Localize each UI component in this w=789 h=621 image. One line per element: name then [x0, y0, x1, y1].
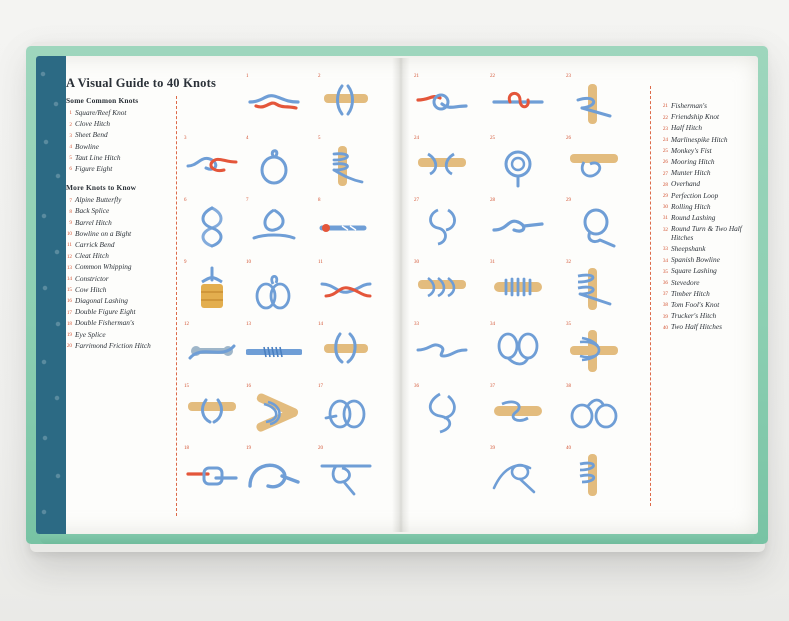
list-item[interactable]: [66, 120, 170, 129]
list-item[interactable]: [66, 143, 170, 152]
knot-cell-number: 38: [566, 384, 571, 389]
list-item[interactable]: [662, 312, 758, 321]
list-item-label: Trucker's Hitch: [671, 311, 717, 321]
knot-cell-number: 9: [184, 260, 187, 265]
list-item[interactable]: [66, 286, 170, 295]
list-item[interactable]: [662, 323, 758, 332]
knot-cell-number: 18: [184, 446, 189, 451]
list-item-number: 4: [69, 144, 72, 150]
list-item-label: Perfection Loop: [671, 190, 719, 200]
list-item[interactable]: [66, 207, 170, 216]
knot-illustration-farrimond-friction-hitch: [318, 452, 374, 498]
list-item[interactable]: [662, 256, 758, 265]
list-item-label: Mooring Hitch: [671, 157, 715, 167]
list-item-number: 6: [69, 166, 72, 173]
decorative-spine-strip: [36, 56, 66, 534]
list-item-label: Stevedore: [671, 277, 700, 287]
list-item-label: Taut Line Hitch: [75, 152, 121, 162]
list-item-number: 38: [662, 302, 668, 309]
right-knot-illustration-grid: [414, 74, 644, 524]
list-item-number: 14: [66, 276, 72, 283]
knot-illustration-rolling-hitch: [414, 266, 470, 312]
list-item[interactable]: [66, 275, 170, 284]
list-item-number: 34: [662, 257, 668, 264]
knot-cell-number: 35: [566, 322, 571, 327]
knot-illustration-munter-hitch: [414, 204, 470, 250]
list-item-number: 20: [66, 343, 72, 350]
knot-cell-number: 16: [246, 384, 251, 389]
list-item[interactable]: [662, 102, 758, 111]
knot-cell-number: 2: [318, 74, 321, 79]
knot-illustration-alpine-butterfly: [246, 204, 302, 250]
list-item-label: Figure Eight: [75, 164, 113, 174]
knot-cell-number: 23: [566, 74, 571, 79]
list-item[interactable]: [66, 154, 170, 163]
knot-cell-number: 22: [490, 74, 495, 79]
list-item-label: Double Figure Eight: [75, 307, 136, 317]
list-item[interactable]: [662, 147, 758, 156]
knot-cell-number: 31: [490, 260, 495, 265]
knot-cell-number: 13: [246, 322, 251, 327]
list-item-label: Tom Fool's Knot: [671, 300, 720, 310]
knot-illustration-cow-hitch: [184, 390, 240, 436]
list-item-number: 5: [69, 155, 72, 162]
knot-cell-number: 29: [566, 198, 571, 203]
list-item-label: Sheet Bend: [75, 130, 108, 140]
knot-illustration-fishermans: [414, 80, 470, 126]
knot-cell-number: 27: [414, 198, 419, 203]
knot-cell-number: 7: [246, 198, 249, 203]
list-item[interactable]: [662, 169, 758, 178]
list-item-number: 25: [662, 148, 668, 155]
list-item[interactable]: [66, 165, 170, 174]
list-item[interactable]: [66, 263, 170, 272]
list-item[interactable]: [662, 124, 758, 133]
list-item-number: 32: [662, 226, 668, 233]
knot-illustration-bowline-on-a-bight: [246, 266, 302, 312]
knot-illustration-square-reef: [246, 80, 302, 126]
list-item-label: Double Fisherman's: [75, 318, 135, 328]
list-item-label: Bowline: [75, 141, 99, 151]
list-item[interactable]: [66, 308, 170, 317]
list-spacer: [66, 176, 170, 183]
list-item-label: Round Turn & Two Half Hitches: [671, 224, 742, 242]
list-item[interactable]: [66, 252, 170, 261]
list-item-number: 7: [69, 197, 72, 204]
page-title: A Visual Guide to 40 Knots: [66, 76, 217, 90]
list-item-label: Alpine Butterfly: [75, 195, 122, 205]
knot-cell-number: 15: [184, 384, 189, 389]
knot-cell-number: 12: [184, 322, 189, 327]
list-item[interactable]: [662, 301, 758, 310]
knot-cell-number: 3: [184, 136, 187, 141]
knot-illustration-eye-splice: [246, 452, 302, 498]
knot-cell-number: 26: [566, 136, 571, 141]
list-item-number: 22: [662, 114, 668, 121]
list-item[interactable]: [66, 131, 170, 140]
list-item-label: Clove Hitch: [75, 119, 111, 129]
knot-illustration-overhand: [490, 204, 546, 250]
knot-illustration-marlinespike-hitch: [414, 142, 470, 188]
knot-cell-number: 14: [318, 322, 323, 327]
knot-cell-number: 36: [414, 384, 419, 389]
list-item-label: Cow Hitch: [75, 284, 107, 294]
list-item[interactable]: [662, 225, 758, 242]
knot-cell-number: 19: [246, 446, 251, 451]
knot-cell-number: 1: [246, 74, 249, 79]
knot-illustration-taut-line-hitch: [318, 142, 374, 188]
list-item-number: 29: [662, 193, 668, 200]
list-item-number: 8: [69, 208, 72, 215]
list-item[interactable]: [66, 196, 170, 205]
left-page: [66, 56, 398, 534]
knot-illustration-carrick-bend: [318, 266, 374, 312]
knot-cell-number: 33: [414, 322, 419, 327]
knot-illustration-sheet-bend: [184, 142, 240, 188]
knot-illustration-spanish-bowline: [490, 328, 546, 374]
knot-illustration-friendship-knot: [490, 80, 546, 126]
list-item[interactable]: [66, 109, 170, 118]
list-item-label: Timber Hitch: [671, 288, 710, 298]
list-item-number: 23: [662, 125, 668, 132]
list-item-number: 19: [66, 332, 72, 339]
knot-illustration-half-hitch: [566, 80, 622, 126]
knot-cell-number: 30: [414, 260, 419, 265]
list-item[interactable]: [66, 297, 170, 306]
knot-cell-number: 10: [246, 260, 251, 265]
list-item-number: 16: [66, 298, 72, 305]
list-item-number: 13: [66, 264, 72, 271]
knot-cell-number: 24: [414, 136, 419, 141]
right-knot-list: [662, 102, 758, 335]
knot-illustration-clove-hitch: [318, 80, 374, 126]
list-item[interactable]: [662, 180, 758, 189]
dashed-divider-right: [650, 86, 651, 506]
list-item-number: 40: [662, 324, 668, 331]
list-item-number: 10: [66, 231, 72, 238]
knot-illustration-square-lashing: [566, 328, 622, 374]
knot-illustration-constrictor: [318, 328, 374, 374]
knot-cell-number: 21: [414, 74, 419, 79]
knot-cell-number: 40: [566, 446, 571, 451]
list-item-number: 39: [662, 313, 668, 320]
list-item-number: 1: [69, 110, 72, 117]
list-item[interactable]: [66, 219, 170, 228]
list-item-number: 27: [662, 170, 668, 177]
knot-illustration-back-splice: [318, 204, 374, 250]
list-item[interactable]: [662, 290, 758, 299]
list-item-label: Common Whipping: [75, 262, 132, 272]
list-item-number: 37: [662, 291, 668, 298]
list-item[interactable]: [662, 192, 758, 201]
list-item-label: Square Lashing: [671, 266, 717, 276]
list-item[interactable]: [66, 230, 170, 239]
knot-illustration-diagonal-lashing: [246, 390, 302, 436]
knot-illustration-monkeys-fist: [490, 142, 546, 188]
list-item-label: Carrick Bend: [75, 240, 115, 250]
knot-cell-number: 39: [490, 446, 495, 451]
knot-illustration-mooring-hitch: [566, 142, 622, 188]
list-item-label: Cleat Hitch: [75, 251, 109, 261]
list-item-label: Friendship Knot: [671, 112, 720, 122]
list-item-label: Round Lashing: [671, 213, 716, 223]
list-item-number: 28: [662, 181, 668, 188]
knot-illustration-bowline: [246, 142, 302, 188]
list-item-label: Half Hitch: [671, 123, 703, 133]
list-item-number: 17: [66, 309, 72, 316]
list-item-number: 35: [662, 268, 668, 275]
list-item-label: Eye Splice: [75, 329, 106, 339]
list-item-label: Back Splice: [75, 206, 110, 216]
knot-illustration-truckers-hitch: [490, 452, 546, 498]
knot-cell-number: 8: [318, 198, 321, 203]
spine-pattern: [36, 56, 66, 534]
list-item-number: 36: [662, 280, 668, 287]
list-item[interactable]: [662, 113, 758, 122]
list-item-label: Barrel Hitch: [75, 217, 112, 227]
list-item-number: 18: [66, 320, 72, 327]
knot-cell-number: 28: [490, 198, 495, 203]
list-item[interactable]: [66, 319, 170, 328]
list-item-label: Marlinespike Hitch: [671, 134, 728, 144]
knot-illustration-two-half-hitches: [566, 452, 622, 498]
knot-cell-number: 25: [490, 136, 495, 141]
list-item-number: 21: [662, 103, 668, 110]
right-page: [404, 56, 758, 534]
knot-illustration-common-whipping: [246, 328, 302, 374]
list-item[interactable]: [662, 279, 758, 288]
list-item-number: 24: [662, 137, 668, 143]
list-item-number: 11: [67, 242, 72, 249]
knot-cell-number: 32: [566, 260, 571, 265]
list-item-label: Rolling Hitch: [671, 201, 711, 211]
list-item[interactable]: [662, 214, 758, 223]
knot-illustration-round-lashing: [490, 266, 546, 312]
left-knot-illustration-grid: [184, 74, 398, 524]
list-item-number: 33: [662, 246, 668, 253]
knot-illustration-round-turn-two-half-hitches: [566, 266, 622, 312]
knot-illustration-stevedore: [414, 390, 470, 436]
knot-illustration-tom-fools-knot: [566, 390, 622, 436]
list-item-label: Monkey's Fist: [671, 145, 712, 155]
list-item-label: Spanish Bowline: [671, 255, 720, 265]
list-item-label: Two Half Hitches: [671, 322, 722, 332]
knot-cell-number: 34: [490, 322, 495, 327]
list-item[interactable]: [662, 158, 758, 167]
list-item-number: 26: [662, 159, 668, 166]
list-item-number: 3: [69, 132, 72, 139]
list-item[interactable]: [66, 342, 170, 351]
list-item[interactable]: [662, 203, 758, 212]
list-item-number: 15: [66, 287, 72, 294]
knot-cell-number: 4: [246, 136, 249, 141]
list-item[interactable]: [662, 245, 758, 254]
list-item-label: Constrictor: [75, 273, 109, 283]
knot-cell-number: 20: [318, 446, 323, 451]
list-item-label: Munter Hitch: [671, 168, 711, 178]
list-item-label: Sheepshank: [671, 244, 706, 254]
list-item-label: Overhand: [671, 179, 701, 189]
knot-illustration-perfection-loop: [566, 204, 622, 250]
knot-illustration-double-figure-eight: [318, 390, 374, 436]
list-item-number: 30: [662, 204, 668, 211]
list-item-number: 9: [69, 220, 72, 227]
list-item[interactable]: [66, 241, 170, 250]
knot-illustration-cleat-hitch: [184, 328, 240, 374]
list-item[interactable]: [662, 136, 758, 145]
knot-cell-number: 11: [318, 260, 323, 265]
list-item-number: 12: [66, 253, 72, 260]
knot-illustration-timber-hitch: [490, 390, 546, 436]
list-item-number: 2: [69, 121, 72, 128]
left-knot-list: [66, 96, 170, 353]
knot-illustration-figure-eight: [184, 204, 240, 250]
dashed-divider-left: [176, 96, 177, 516]
list-item-label: Fisherman's: [671, 101, 708, 110]
section-heading-more: More Knots to Know: [66, 183, 137, 193]
knot-cell-number: 37: [490, 384, 495, 389]
knot-cell-number: 6: [184, 198, 187, 203]
list-item[interactable]: [662, 267, 758, 276]
knot-illustration-barrel-hitch: [184, 266, 240, 312]
list-item-label: Bowline on a Bight: [75, 228, 132, 238]
list-item[interactable]: [66, 331, 170, 340]
list-item-number: 31: [662, 215, 668, 222]
knot-illustration-double-fishermans: [184, 452, 240, 498]
list-item-label: Square/Reef Knot: [75, 108, 127, 117]
list-item-label: Diagonal Lashing: [75, 296, 128, 306]
knot-cell-number: 5: [318, 136, 321, 141]
list-item-label: Farrimond Friction Hitch: [75, 340, 151, 350]
knot-illustration-sheepshank: [414, 328, 470, 374]
knot-cell-number: 17: [318, 384, 323, 389]
section-heading-common: Some Common Knots: [66, 96, 139, 105]
